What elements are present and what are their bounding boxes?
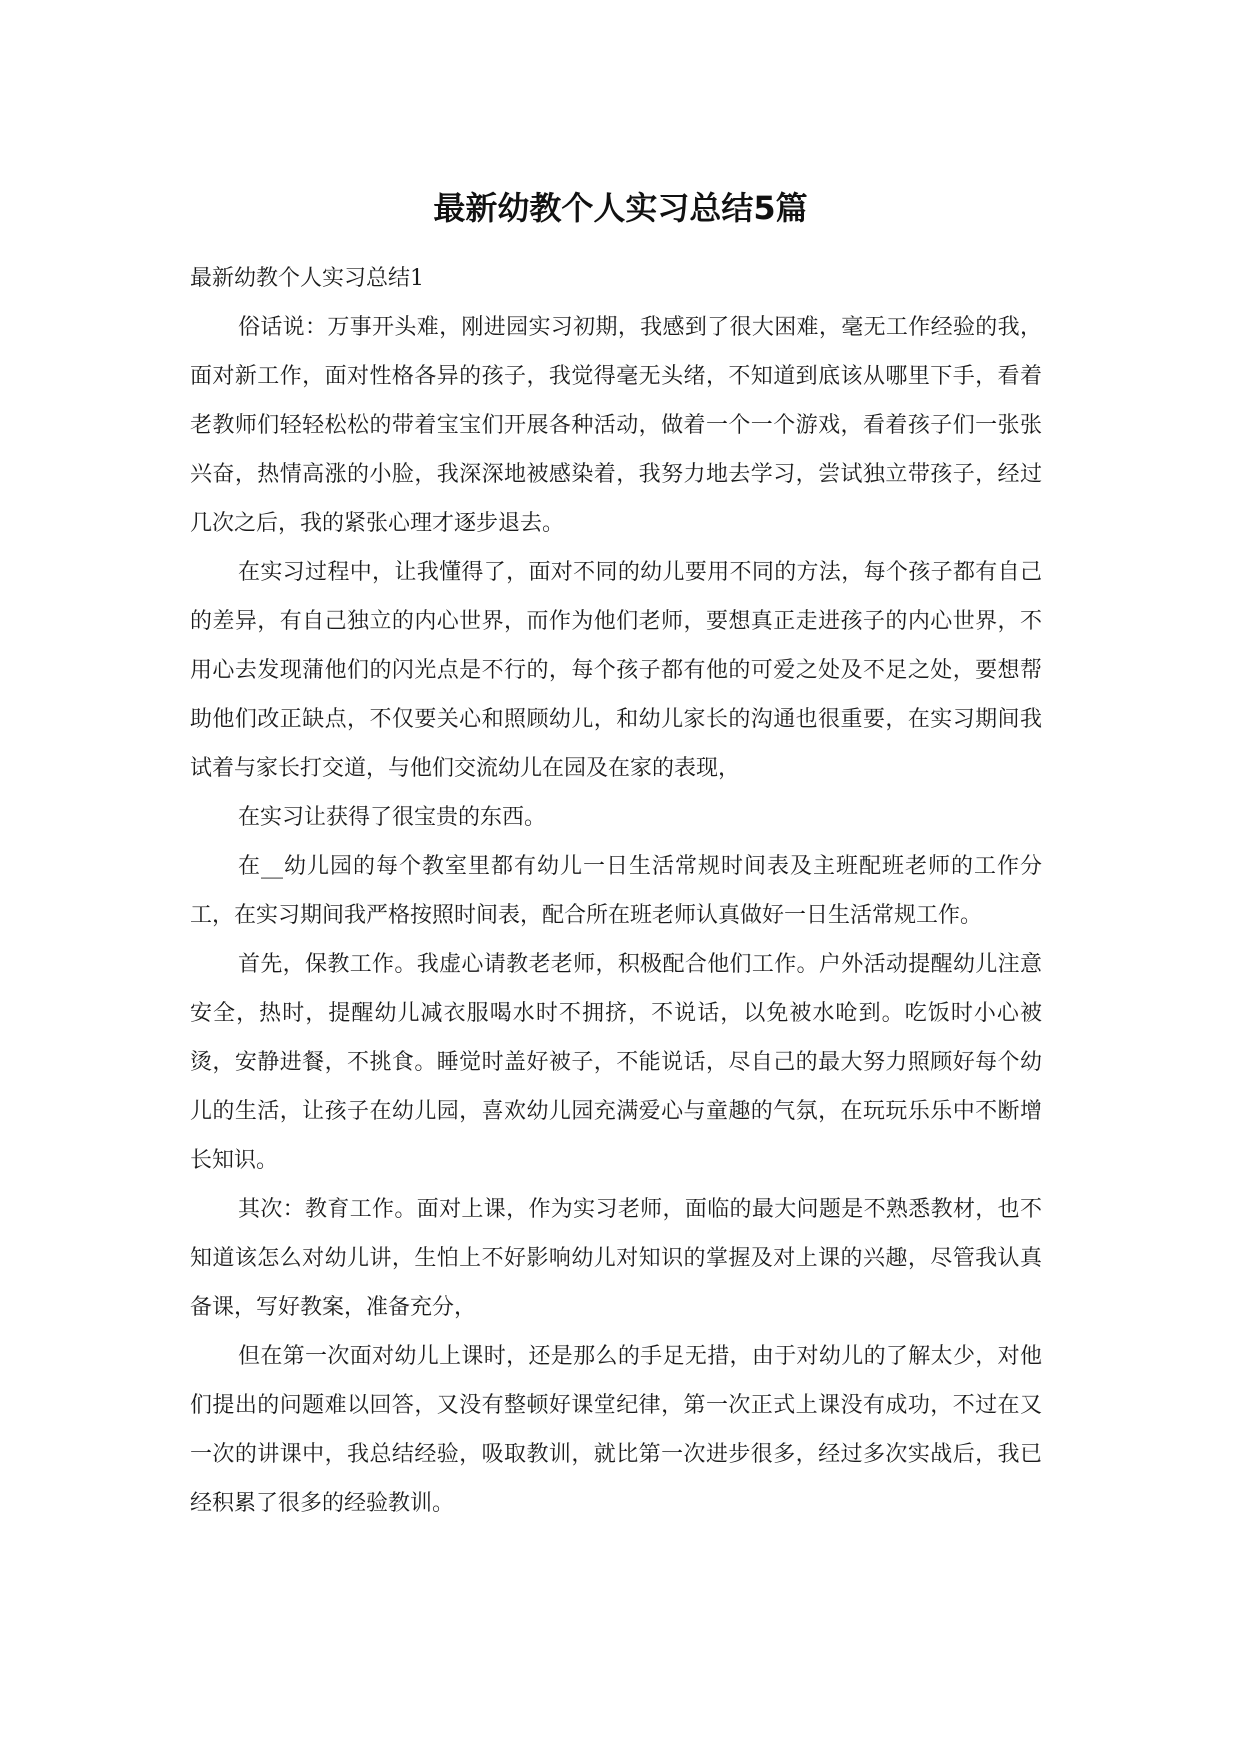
document-body <box>190 254 1042 1528</box>
paragraph-1: 俗话说：万事开头难，刚进园实习初期，我感到了很大困难，毫无工作经验的我，面对新工作，面对性格各异的孩子，我觉得毫无头绪，不知道到底该从哪里下手，看着老教师们轻轻松松的带着宝宝们开展各种活动，做着一个一个游戏，看着孩子们一张张兴奋，热情高涨的小脸，我深深地被感染着，我努力地去学习，尝试独立带孩子，经过几次之后，我的紧张心理才逐步退去。 <box>190 315 1042 536</box>
paragraph-5: 首先，保教工作。我虚心请教老老师，积极配合他们工作。户外活动提醒幼儿注意安全，热时，提醒幼儿减衣服喝水时不拥挤，不说话，以免被水呛到。吃饭时小心被烫，安静进餐，不挑食。睡觉时盖好被子，不能说话，尽自己的最大努力照顾好每个幼儿的生活，让孩子在幼儿园，喜欢幼儿园充满爱心与童趣的气氛，在玩玩乐乐中不断增长知识。 <box>190 952 1042 1173</box>
document-title: 最新幼教个人实习总结5篇 <box>433 189 808 227</box>
paragraph-3: 在实习让获得了很宝贵的东西。 <box>238 805 547 830</box>
section-heading: 最新幼教个人实习总结1 <box>190 266 424 291</box>
paragraph-4: 在__幼儿园的每个教室里都有幼儿一日生活常规时间表及主班配班老师的工作分工，在实习期间我严格按照时间表，配合所在班老师认真做好一日生活常规工作。 <box>190 854 1042 928</box>
paragraph-6: 其次：教育工作。面对上课，作为实习老师，面临的最大问题是不熟悉教材，也不知道该怎么对幼儿讲，生怕上不好影响幼儿对知识的掌握及对上课的兴趣，尽管我认真备课，写好教案，准备充分， <box>190 1197 1042 1320</box>
paragraph-2: 在实习过程中，让我懂得了，面对不同的幼儿要用不同的方法，每个孩子都有自己的差异，有自己独立的内心世界，而作为他们老师，要想真正走进孩子的内心世界，不用心去发现蒲他们的闪光点是不行的，每个孩子都有他的可爱之处及不足之处，要想帮助他们改正缺点，不仅要关心和照顾幼儿，和幼儿家长的沟通也很重要，在实习期间我试着与家长打交道，与他们交流幼儿在园及在家的表现， <box>190 560 1042 781</box>
paragraph-7: 但在第一次面对幼儿上课时，还是那么的手足无措，由于对幼儿的了解太少，对他们提出的问题难以回答，又没有整顿好课堂纪律，第一次正式上课没有成功，不过在又一次的讲课中，我总结经验，吸取教训，就比第一次进步很多，经过多次实战后，我已经积累了很多的经验教训。 <box>190 1344 1042 1516</box>
